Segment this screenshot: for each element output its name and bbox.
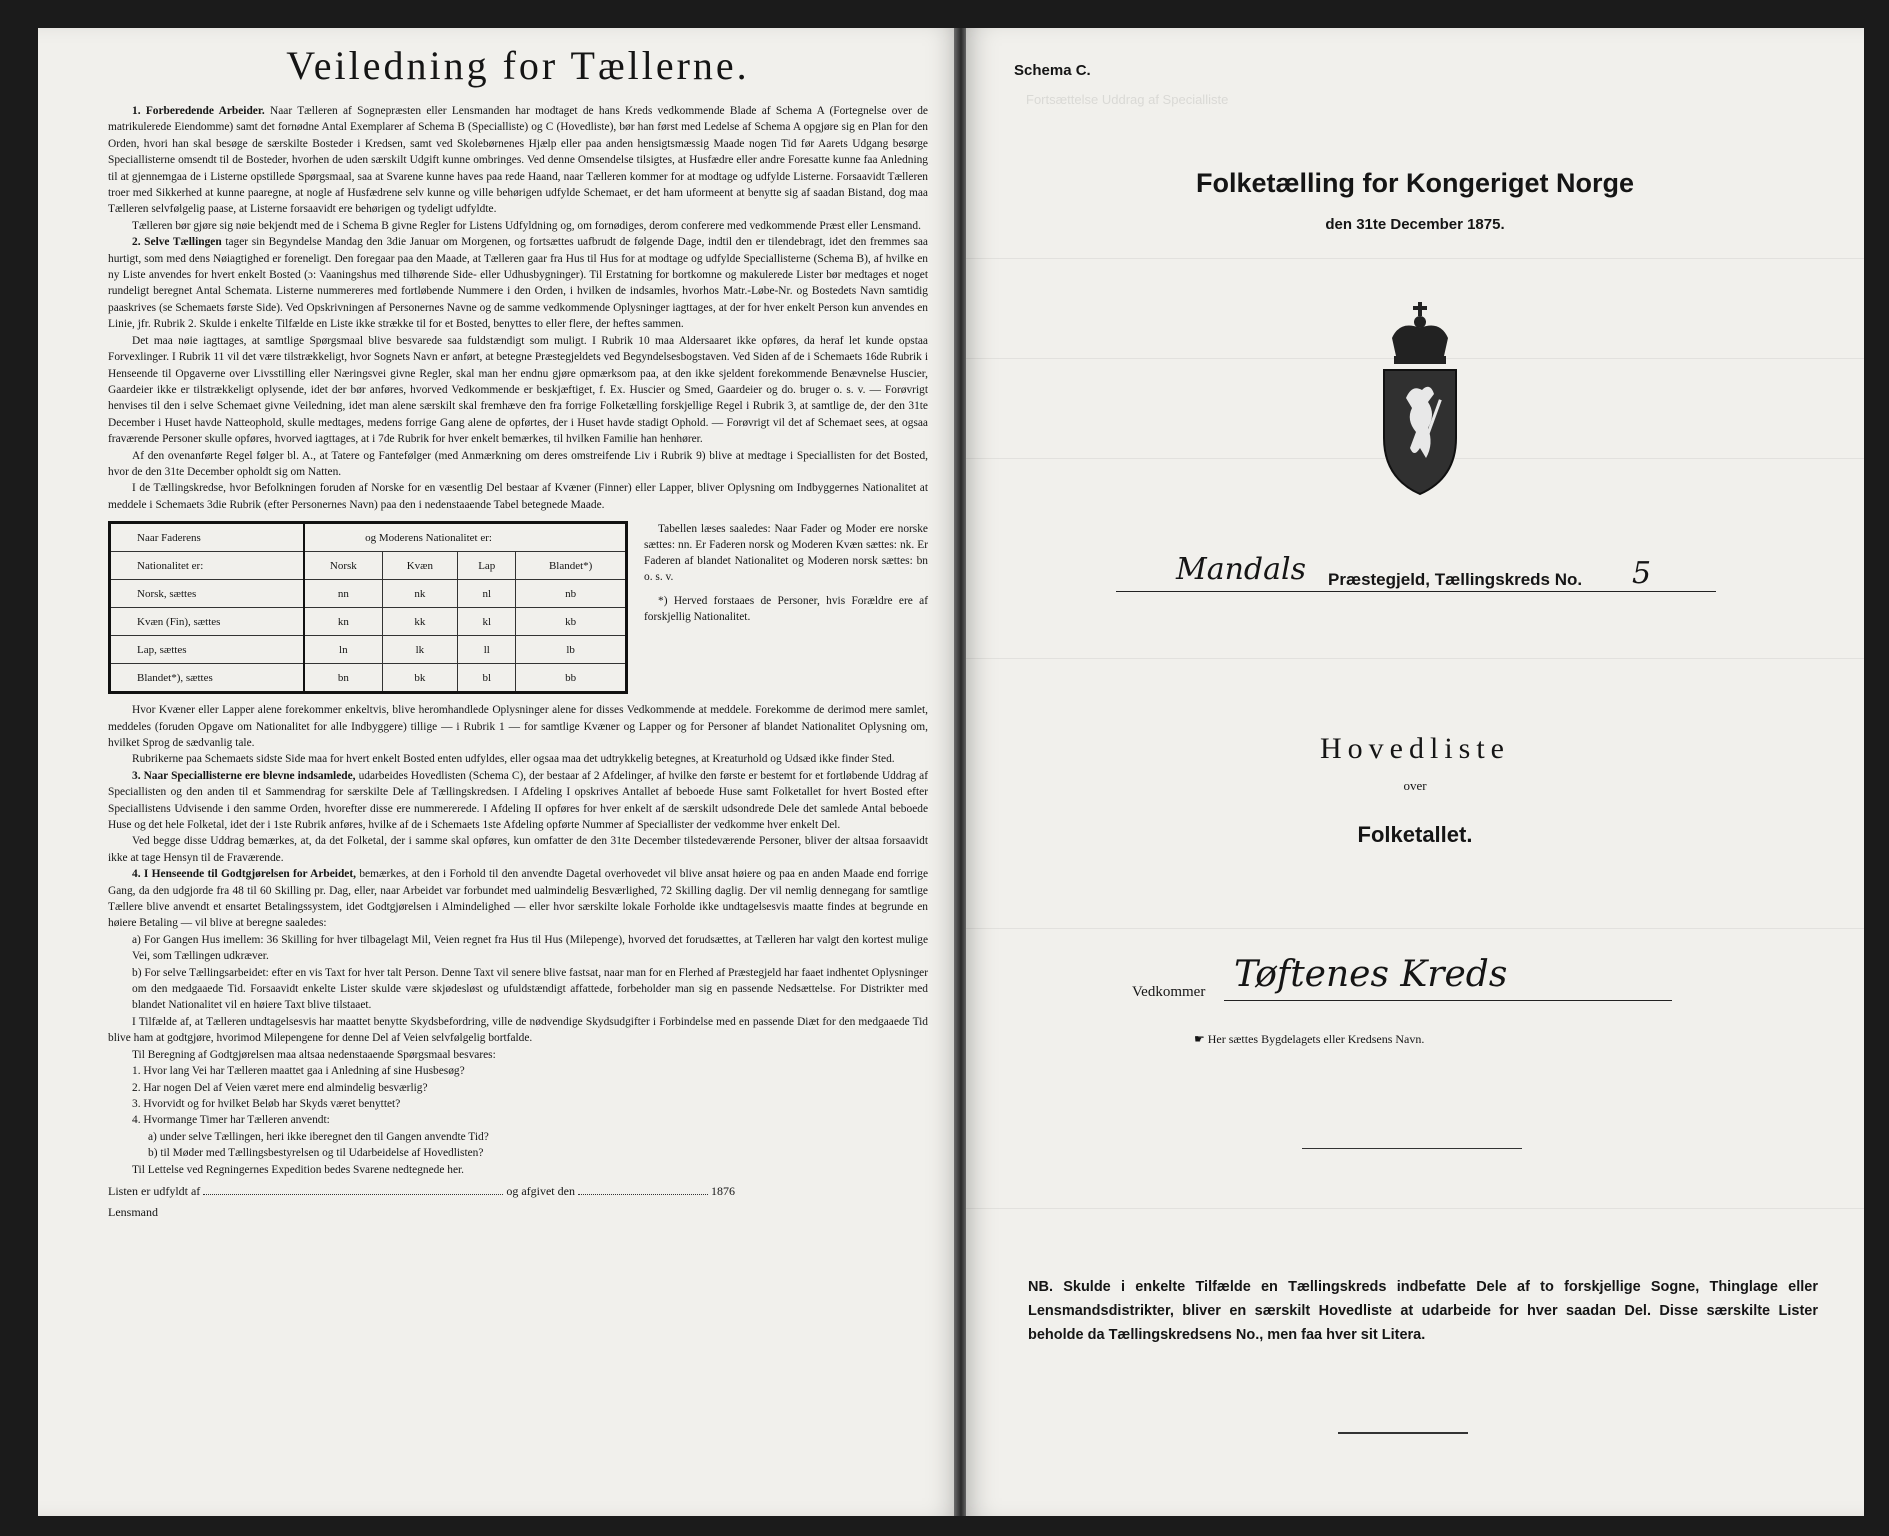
bleed-through-rule bbox=[966, 658, 1864, 659]
column-header: Norsk bbox=[304, 552, 382, 580]
nationality-block bbox=[108, 521, 928, 694]
parish-handwritten: Mandals bbox=[1176, 552, 1307, 587]
row-label: Blandet*), sættes bbox=[110, 664, 305, 693]
table-span-header: og Moderens Nationalitet er: bbox=[304, 523, 626, 552]
parish-label: Præstegjeld, Tællingskreds No. bbox=[1328, 570, 1583, 589]
separator-rule bbox=[1302, 1148, 1522, 1149]
census-title: Folketælling for Kongeriget Norge bbox=[1195, 168, 1634, 198]
table-row bbox=[110, 636, 627, 664]
table-reading-note: Tabellen læses saaledes: Naar Fader og Moder ere norske sættes: nn. Er Faderen norsk og Moderen Kvæn sættes: nk. Er Faderen af blandet Nationalitet og Moderen norsk sættes: bn o. s. v. bbox=[644, 523, 928, 584]
after-table-paragraph: Hvor Kvæner eller Lapper alene forekommer enkeltvis, blive heromhandlede Oplysninger alene for disses Vedkommende at meddele. Forekomme de derimod mere samlet, meddeles (foruden Opgave om Nationalitet for alle Indbyggere) tillige — i Rubrik 1 — for samtlige Kvæner og Lapper og for Personer af blandet Nationalitet Oplysning om, hvilket Sprog de sædvanlig tale. bbox=[108, 704, 928, 749]
nb-note: NB. Skulde i enkelte Tilfælde en Tællingskreds indbefatte Dele af to forskjellige Sogne, Thinglage eller Lensmandsdistrikter, bliver en særskilt Hovedliste at udarbeide for hver saadan Del. Disse særskilte Lister beholde da Tællingskredsens No., men faa hver sit Litera. bbox=[1028, 1278, 1818, 1343]
signature-line bbox=[108, 1184, 928, 1199]
question-item: 1. Hvor lang Vei har Tælleren maattet gaa i Anledning af sine Husbesøg? bbox=[132, 1065, 465, 1078]
section-4-paragraph-2: I Tilfælde af, at Tælleren undtagelsesvis har maattet benytte Skydsbefordring, ville de nødvendige Skydsudgifter i Forbindelse med en passende Diæt for den medgaaede Tid blive ham at godtgjøre, hvorimod Milepengene for denne Del af Veien selvfølgelig bortfalde. bbox=[108, 1015, 928, 1045]
section-2-text: tager sin Begyndelse Mandag den 3die Januar om Morgenen, og fortsættes uafbrudt de følgende Dage, indtil den er tilendebragt, idet den fremmes saa hurtigt, som med dens Nøiagtighed er foreneligt. Den foregaar paa den Maade, at Tælleren gaar fra Hus til Hus for at modtage og udfylde Speciallisterne (Schema B), af hvilke en ny Liste anvendes for hvert enkelt Bosted (ɔ: Vaaningshus med tilhørende Side- eller Udhusbygninger). Til Erstatning for bortkomne og makulerede Lister bør medtages et noget rundeligt beregnet Antal Schemata. Listerne nummereres med fortløbende Nummere i den Orden, i hvilken de indsamles, hvorhos Matr.-Løbe-Nr. og Bostedets Navn samtidig paaskrives (se Schemaets første Side). Ved Opskrivningen af Personernes Navne og de samme vedkommende Oplysninger iagttages, at der for hver enkelt Person kun anvendes en Linie, jfr. Rubrik 2. Skulde i enkelte Tilfælde en Liste ikke strække til for et Bosted, benyttes to eller flere, der heftes sammen. bbox=[108, 236, 928, 331]
table-cell: bb bbox=[516, 664, 627, 693]
row-label: Lap, sættes bbox=[110, 636, 305, 664]
question-subitem: a) under selve Tællingen, heri ikke iberegnet den til Gangen anvendte Tid? bbox=[148, 1130, 489, 1143]
section-4-paragraph-3: Til Beregning af Godtgjørelsen maa altsaa nedenstaaende Spørgsmaal besvares: bbox=[132, 1048, 496, 1061]
bleed-through-rule bbox=[966, 928, 1864, 929]
pointing-hand-icon: ☛ bbox=[1194, 1032, 1205, 1046]
table-explanation bbox=[628, 521, 928, 633]
section-1-heading: 1. Forberedende Arbeider. bbox=[132, 105, 265, 117]
table-cell: lb bbox=[516, 636, 627, 664]
table-cell: bk bbox=[382, 664, 458, 693]
table-cell: nk bbox=[382, 580, 458, 608]
parish-rule bbox=[1116, 591, 1716, 592]
district-note bbox=[1194, 1032, 1424, 1047]
vedkommer-label: Vedkommer bbox=[1132, 984, 1206, 1000]
section-4-item-b: b) For selve Tællingsarbeidet: efter en vis Taxt for hver talt Person. Denne Taxt vil senere blive fastsat, naar man for en Flerhed af Præstegjeld har faaet indhentet Oplysninger om den medgaaede Tid. Forsaavidt enkelte Lister skulde være skjødesløst og ufuldstændigt affattede, forbeholder man sig en passende Nedsættelse. For Distrikter med blandet Nationalitet vil en høiere Taxt blive tilstaaet. bbox=[132, 966, 928, 1012]
table-row bbox=[110, 580, 627, 608]
section-4-paragraph bbox=[108, 866, 928, 932]
left-page bbox=[38, 28, 958, 1516]
question-item: 2. Har nogen Del af Veien været mere end almindelig besværlig? bbox=[132, 1081, 428, 1094]
instructions-title: Veiledning for Tællerne. bbox=[286, 43, 750, 88]
coat-of-arms-icon bbox=[1370, 298, 1470, 498]
district-rule bbox=[1224, 1000, 1672, 1001]
table-cell: kb bbox=[516, 608, 627, 636]
table-cell: lk bbox=[382, 636, 458, 664]
table-column-row bbox=[110, 552, 627, 580]
table-corner-top: Naar Faderens bbox=[110, 523, 305, 552]
over-label: over bbox=[1403, 778, 1427, 793]
bleed-through-text: Fortsættelse Uddrag af Specialliste bbox=[1026, 92, 1229, 107]
filled-by-label: Listen er udfyldt af bbox=[108, 1183, 201, 1198]
row-label: Kvæn (Fin), sættes bbox=[110, 608, 305, 636]
parish-line bbox=[1116, 552, 1716, 598]
district-name-handwritten: Tøftenes Kreds bbox=[1234, 954, 1508, 995]
section-2-paragraph-4: I de Tællingskredse, hvor Befolkningen foruden af Norske for en væsentlig Del bestaar af Kvæner (Finner) eller Lapper, bliver Oplysning om Indbyggernes Nationalitet at meddele i Schemaets 3die Rubrik (efter Personernes Navn) paa den i nedenstaaende Tabel betegnede Maade. bbox=[108, 482, 928, 511]
section-2-paragraph-3: Af den ovenanførte Regel følger bl. A., at Tatere og Fantefølger (med Anmærkning om deres omstreifende Liv i Rubrik 9) blive at medtage i Speciallisten for det Bosted, hvor de den 31te December opholdt sig om Natten. bbox=[108, 449, 928, 478]
table-row bbox=[110, 664, 627, 693]
population-title: Folketallet. bbox=[1357, 822, 1473, 847]
table-cell: kl bbox=[458, 608, 516, 636]
question-subitem: b) til Møder med Tællingsbestyrelsen og til Udarbeidelse af Hovedlisten? bbox=[148, 1147, 484, 1160]
row-label: Norsk, sættes bbox=[110, 580, 305, 608]
census-date: den 31te December 1875. bbox=[1325, 216, 1505, 233]
table-cell: nb bbox=[516, 580, 627, 608]
question-item: 3. Hvorvidt og for hvilket Beløb har Skyds været benyttet? bbox=[132, 1097, 401, 1110]
section-4-heading: 4. I Henseende til Godtgjørelsen for Arbeidet, bbox=[132, 868, 356, 881]
table-cell: bn bbox=[304, 664, 382, 693]
delivered-blank bbox=[578, 1184, 708, 1195]
instructions-column bbox=[108, 42, 928, 1220]
bleed-through-rule bbox=[966, 1208, 1864, 1209]
table-cell: bl bbox=[458, 664, 516, 693]
section-2-paragraph bbox=[108, 234, 928, 332]
right-page bbox=[966, 28, 1864, 1516]
section-1-paragraph-2: Tælleren bør gjøre sig nøie bekjendt med de i Schema B givne Regler for Listens Udfyldning og, om fornødiges, derom conferere med vedkommende Præst eller Lensmand. bbox=[132, 219, 921, 232]
delivered-label: og afgivet den bbox=[506, 1183, 575, 1198]
main-list-title: Hovedliste bbox=[1320, 732, 1510, 765]
table-header-row bbox=[110, 523, 627, 552]
after-table-paragraph-2: Rubrikerne paa Schemaets sidste Side maa for hvert enkelt Bosted enten udfyldes, eller ogsaa maa det udtrykkelig betegnes, at Kreaturhold og Udsæd ikke finder Sted. bbox=[132, 753, 895, 766]
table-cell: ll bbox=[458, 636, 516, 664]
column-header: Kvæn bbox=[382, 552, 458, 580]
section-2-heading: 2. Selve Tællingen bbox=[132, 236, 222, 249]
section-1-paragraph bbox=[108, 103, 928, 218]
table-corner-bottom: Nationalitet er: bbox=[110, 552, 305, 580]
section-1-text: Naar Tælleren af Sognepræsten eller Lensmanden har modtaget de hans Kreds vedkommende Blade af Schema A (Fortegnelse over de matrikulerede Eiendomme) samt det fornødne Antal Exemplarer af Schema B (Specialliste) og C (Hovedliste), bør han først med Ledelse af Schema A opgjøre sig en Plan for den Orden, hvori han skal besøge de særskilte Bosteder i Kredsen, samt ved Skolebørnenes Hjælp eller paa anden hensigtsmæssig Maade nogen Tid før Aarets Udgang besørge Speciallisterne omsendt til de Bosteder, hvorhen de uden særskilt Udgift kunne ombringes. Ved denne Omsendelse tilsigtes, at Husfædre eller andre Foresatte kunne faa Anledning til at gjennemgaa de i Listerne opstillede Spørgsmaal, saa at Svarene kunne haves paa rede Haand, naar Tælleren kommer for at modtage og udfylde Listerne. Forsaavidt Tælleren troer med Sikkerhed at kunne paaregne, at nogle af Husfædrene selv kunne og ville behørigen udfylde Schemaet, er det ham uformeent at benytte sig af saadan Bistand, dog maa Tælleren selvfølgelig paase, at Listerne forsaavidt ere behørigen og tydeligt udfyldte. bbox=[108, 105, 928, 216]
column-header: Lap bbox=[458, 552, 516, 580]
table-cell: nn bbox=[304, 580, 382, 608]
section-3-heading: 3. Naar Speciallisterne ere blevne indsamlede, bbox=[132, 769, 356, 782]
lensmand-label: Lensmand bbox=[108, 1204, 158, 1219]
section-4-paragraph-4: Til Lettelse ved Regningernes Expedition bedes Svarene nedtegnede her. bbox=[132, 1163, 465, 1176]
column-header: Blandet*) bbox=[516, 552, 627, 580]
end-rule bbox=[1338, 1432, 1468, 1434]
table-footnote: *) Herved forstaaes de Personer, hvis Forældre ere af forskjellig Nationalitet. bbox=[644, 595, 928, 624]
district-note-text: Her sættes Bygdelagets eller Kredsens Navn. bbox=[1207, 1032, 1425, 1046]
table-cell: kn bbox=[304, 608, 382, 636]
question-item: 4. Hvormange Timer har Tælleren anvendt: bbox=[132, 1114, 330, 1127]
district-number-handwritten: 5 bbox=[1632, 556, 1652, 591]
bleed-through-rule bbox=[966, 258, 1864, 259]
section-3-paragraph bbox=[108, 768, 928, 834]
nationality-table bbox=[108, 521, 628, 694]
table-cell: kk bbox=[382, 608, 458, 636]
section-4-text: bemærkes, at den i Forhold til den anvendte Dagetal overhovedet vil blive ansat høiere og paa en anden Maade end forrige Gang, da den udgjorde fra 48 til 60 Skilling pr. Dag, eller, naar Arbeidet var forbundet med ualmindelig Besværlighed, 72 Skilling daglig. Der vil nemlig dennegang for samtlige Tællere blive anvendt et ensartet Betalingssystem, idet Godtgjørelsen i Almindelighed — eller hvor særskilte lokale Forholde ikke undtagelsesvis maatte findes at begrunde en høiere Betaling — vil blive at beregne saaledes: bbox=[108, 868, 928, 930]
section-3-paragraph-2: Ved begge disse Uddrag bemærkes, at, da det Folketal, der i samme skal opføres, kun omfatter de den 31te December tilstedeværende Personer, bliver der altsaa forsaavidt ikke at tage Hensyn til de Fraværende. bbox=[108, 835, 928, 864]
table-cell: nl bbox=[458, 580, 516, 608]
schema-label: Schema C. bbox=[1014, 62, 1091, 79]
section-2-paragraph-2: Det maa nøie iagttages, at samtlige Spørgsmaal blive besvarede saa fuldstændigt som muligt. I Rubrik 10 maa Aldersaaret ikke opføres, da heraf let kunde opstaa Forvexlinger. I Rubrik 11 vil det være tilstrækkeligt, hvor Sognets Navn er anført, at betegne Præstegjeldets ved Begyndelsesbogstaven. Ved Siden af de i Schemaets 16de Rubrik i Henseende til Opgaverne over Livsstilling eller Næringsvei givne Regler, skal man her endnu gjøre opmærksom paa, at den ikke sjeldent forekommende Benævnelse Huscier, Gaardeier ikke er tilstrækkeligt oplysende, idet der bør anføres, hvorved Vedkommende er beskjæftiget, f. Ex. Huscier og Smed, Gaardeier og do. bruger o. s. v. — Forøvrigt henvises til den i selve Schemaet givne Veiledning, idet man alene særskilt skal fremhæve den fra forrige Folketælling forskjellige Regel i Rubrik 3, at samtlige de, der den 31te December i Huset havde Natteophold, skulle medtages, medens forrige Gang alene de opførtes, der i Huset havde stadigt Ophold. — Forøvrigt vil det af Schemaet sees, at ogsaa fraværende Personer skulle opføres, hvorved iagttages, at i 7de Rubrik for hver enkelt bemærkes, til hvilken Familie han henhører. bbox=[108, 334, 928, 446]
section-4-item-a: a) For Gangen Hus imellem: 36 Skilling for hver tilbagelagt Mil, Veien regnet fra Hus til Hus (Milepenge), hvorved det forudsættes, at Tælleren har valgt den kortest mulige Vei, som Tællingen udkræver. bbox=[132, 933, 928, 963]
table-row bbox=[110, 608, 627, 636]
year-label: 1876 bbox=[710, 1183, 735, 1198]
filled-by-blank bbox=[203, 1184, 503, 1195]
table-cell: ln bbox=[304, 636, 382, 664]
section-3-text: udarbeides Hovedlisten (Schema C), der bestaar af 2 Afdelinger, af hvilke den første er bestemt for et fortløbende Uddrag af Speciallisten og den anden til et Sammendrag for særskilte Dele af Tællingskredsen. I Afdeling I opskrives Antallet af beboede Huse samt Folketallet for hvert Bosted efter Speciallistens Udvisende i den samme Orden, hvorefter disse ere nummererede. I Afdeling II opføres for hver enkelt af de særskilt udsondrede Dele det samlede Antal beboede Huse og det hele Folketal, idet der i 1ste Rubrik anføres, hvilke af de i Schemaets 1ste Afdeling opførte Nummer af Speciallister der vedkomme hver enkelt Del. bbox=[108, 769, 928, 831]
lensmand-line bbox=[108, 1205, 928, 1220]
